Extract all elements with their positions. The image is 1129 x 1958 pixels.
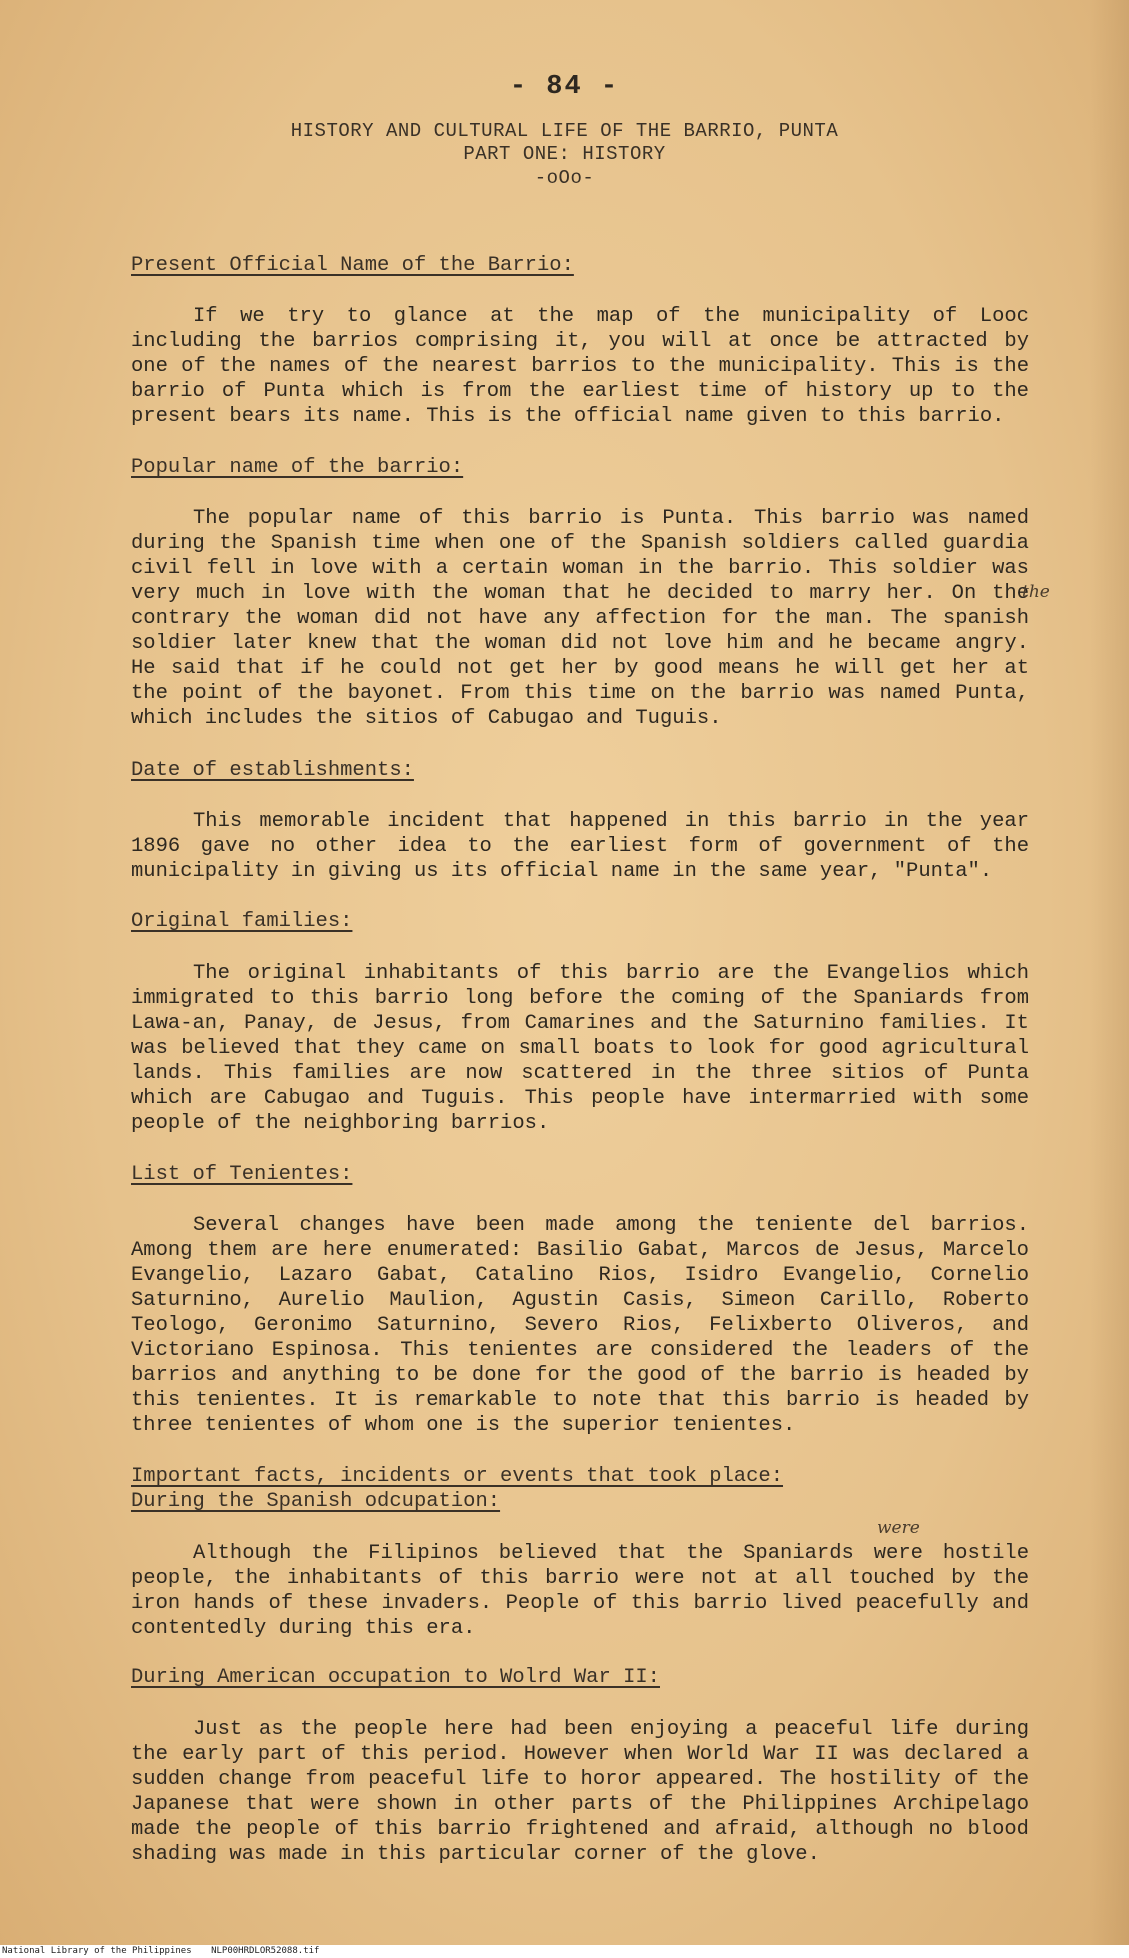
section-heading-tenientes: List of Tenientes: (131, 1163, 353, 1186)
section-body-establishment: This memorable incident that happened in this barrio in the year 1896 gave no other idea to the earliest form of government of the municipality in giving us its official name in the same year, "Punta". (131, 810, 1029, 883)
section-body-tenientes: Several changes have been made among the teniente del barrios. Among them are here enumerated: Basilio Gabat, Marcos de Jesus, Marcelo Evangelio, Lazaro Gabat, Catalino Rios, Isidro Evangelio, Cornelio Saturnino, Aurelio Maulion, Agustin Casis, Simeon Carillo, Roberto Teologo, Geronimo Saturnino, Severo Rios, Felixberto Oliveros, and Victoriano Espinosa. This tenientes are considered the leaders of the barrios and anything to be done for the good of the barrio is headed by this tenientes. It is remarkable to note that this barrio is headed by three tenientes of whom one is the superior tenientes. (131, 1214, 1029, 1437)
section-subheading-spanish-occupation: During the Spanish odcupation: (131, 1490, 501, 1513)
handwritten-note-the: the (1022, 582, 1050, 602)
section-body-original-families: The original inhabitants of this barrio are the Evangelios which immigrated to this barrio long before the coming of the Spaniards from Lawa-an, Panay, de Jesus, from Camarines and the Saturnino families. It was believed that they came on small boats to look for good agricultural lands. This families are now scattered in the three sitios of Punta which are Cabugao and Tuguis. This people have intermarried with some people of the neighboring barrios. (131, 962, 1029, 1135)
footer-filename: NLP00HRDLOR52088.tif (211, 1946, 320, 1956)
section-body-american-occupation: Just as the people here had been enjoying a peaceful life during the early part of this period. However when World War II was declared a sudden change from peaceful life to horor appeared. The hostility of the Japanese that were shown in other parts of the Philippines Archipelago made the people of this barrio frightened and afraid, although no blood shading was made in this particular corner of the glove. (131, 1718, 1029, 1866)
section-heading-important-facts: Important facts, incidents or events that took place: (131, 1465, 784, 1488)
section-body-popular-name: The popular name of this barrio is Punta. This barrio was named during the Spanish time when one of the Spanish soldiers called guardia civil fell in love with a certain woman in the barrio. This soldier was very much in love with the woman that he decided to marry her. On the contrary the woman did not have any affection for the man. The spanish soldier later knew that the woman did not love him and he became angry. He said that if he could not get her by good means he will get her at the point of the bayonet. From this time on the barrio was named Punta, which includes the sitios of Cabugao and Tuguis. (131, 507, 1029, 730)
section-body-spanish-occupation: Although the Filipinos believed that the Spaniards were hostile people, the inhabitants of this barrio were not at all touched by the iron hands of these invaders. People of this barrio lived peacefully and contentedly during this era. (131, 1542, 1029, 1640)
footer-institution: National Library of the Philippines (2, 1946, 192, 1956)
title-ornament: -oOo- (534, 167, 595, 189)
section-heading-american-occupation: During American occupation to Wolrd War II: (131, 1666, 660, 1689)
handwritten-note-were: were (877, 1518, 920, 1538)
page-edge-shadow (1089, 0, 1129, 1958)
section-heading-original-families: Original families: (131, 910, 353, 933)
section-heading-establishment: Date of establishments: (131, 759, 414, 782)
section-body-official-name: If we try to glance at the map of the municipality of Looc including the barrios comprising it, you will at once be attracted by one of the names of the nearest barrios to the municipality. This is the barrio of Punta which is from the earliest time of history up to the present bears its name. This is the official name given to this barrio. (131, 305, 1029, 428)
section-heading-official-name: Present Official Name of the Barrio: (131, 254, 574, 277)
document-subtitle: PART ONE: HISTORY (463, 143, 666, 165)
document-title: HISTORY AND CULTURAL LIFE OF THE BARRIO, PUNTA (290, 120, 839, 142)
page-number: - 84 - (509, 72, 620, 102)
section-heading-popular-name: Popular name of the barrio: (131, 456, 464, 479)
scan-footer (0, 1945, 1129, 1958)
